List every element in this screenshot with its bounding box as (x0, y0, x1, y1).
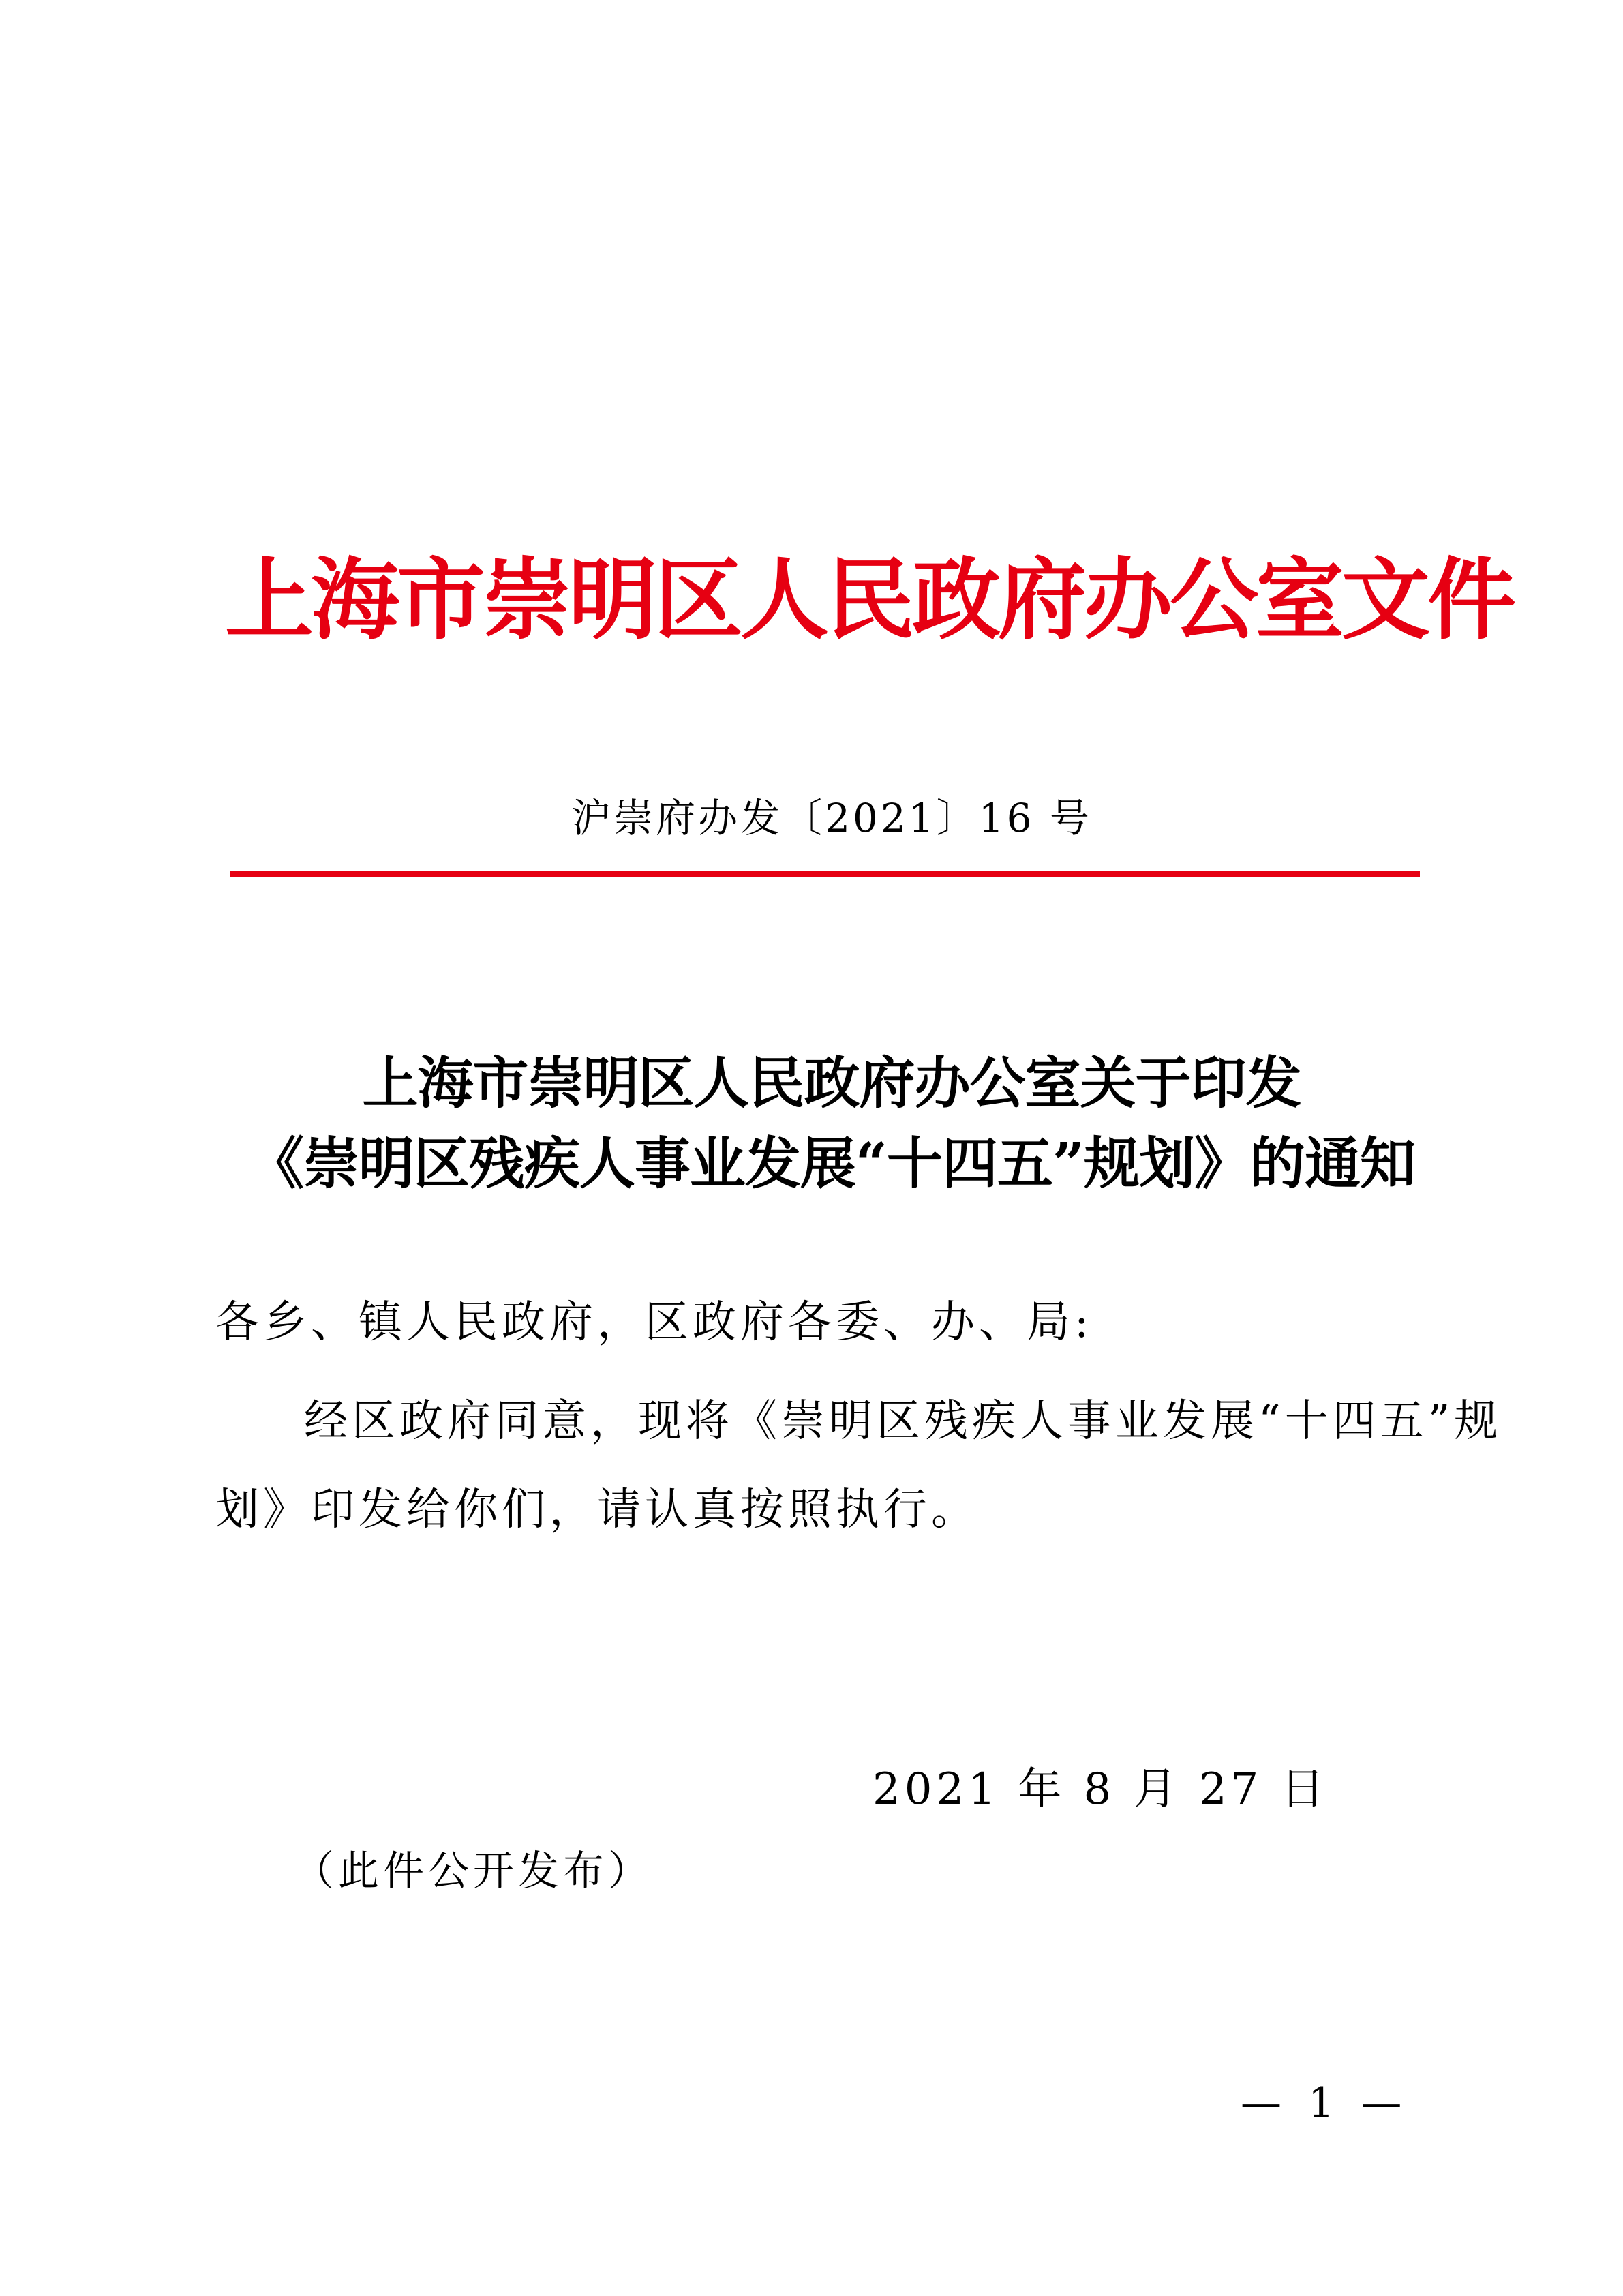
issue-date: 2021 年 8 月 27 日 (873, 1764, 1329, 1815)
notice-body (215, 1377, 1502, 1554)
document-number: 沪崇府办发〔2021〕16 号 (571, 795, 1092, 841)
red-divider-line (230, 871, 1420, 877)
body-line-1: 经区政府同意，现将《崇明区残疾人事业发展“十四五”规 (304, 1396, 1502, 1447)
page-number: — 1 — (1241, 2079, 1409, 2127)
notice-title-line-2: 《崇明区残疾人事业发展“十四五”规划》的通知 (247, 1131, 1416, 1196)
notice-title-line-1: 上海市崇明区人民政府办公室关于印发 (362, 1051, 1301, 1116)
notice-title (225, 1043, 1438, 1204)
issuer-header-title: 上海市崇明区人民政府办公室文件 (225, 547, 1514, 652)
salutation: 各乡、镇人民政府，区政府各委、办、局: (215, 1297, 1093, 1348)
public-release-note: （此件公开发布） (293, 1847, 653, 1895)
body-line-2: 划》印发给你们，请认真按照执行。 (215, 1485, 979, 1535)
